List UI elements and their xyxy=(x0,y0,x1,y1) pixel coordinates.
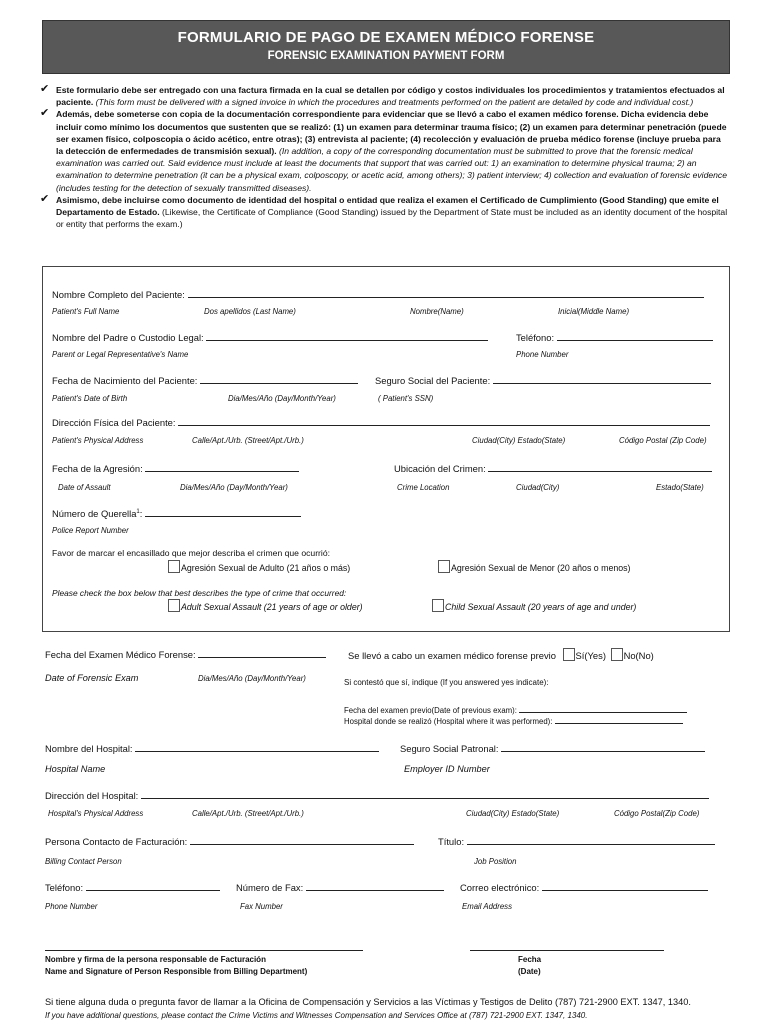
assault-date-format: Dia/Mes/Año (Day/Month/Year) xyxy=(180,483,288,492)
hospital-address-row: Dirección del Hospital: xyxy=(45,789,709,801)
parent-phone-sub: Phone Number xyxy=(516,350,569,359)
instruction-item: ✔ Además, debe someterse con copia de la documentación correspondiente para evidenciar que se llevó a cabo el examen médico forense. Dicha evidencia debe incluir como mínimo los documentos que sustenten que se realizó: (1) un examen para determinar trauma físico; (2) un examen para determinar penetración (puede ser examen físico, colposcopia o ácido acético, entre otras); (3) entrevista al paciente; (4) recolección y evaluación de prueba médico forense (incluye prueba para la detección de enfermedades de transmisión sexual). (In addition, a copy of the corresponding documentation must be submitted to prove that the forensic medical examination was carried out. Said evidence must include at least the documents that support that was carried out: 1) an examination to determine physical trauma; 2) an examination to determine penetration (it can be a physical exam, colposcopy, or acetic acid, among others); 3) patient interview; 4) collection and evaluation of forensic evidence (includes testing for the detection of sexually transmitted diseases). xyxy=(40,107,727,193)
checkmark-icon: ✔ xyxy=(40,107,50,120)
exam-date-row: Fecha del Examen Médico Forense: xyxy=(45,648,326,660)
billing-contact-field[interactable] xyxy=(190,835,414,845)
employer-id-sub: Employer ID Number xyxy=(404,764,490,774)
instructions-list xyxy=(40,84,730,230)
parent-phone-field[interactable] xyxy=(557,331,713,341)
hospital-name-row: Nombre del Hospital: xyxy=(45,742,379,754)
signature-date-label-en: (Date) xyxy=(518,967,541,976)
parent-name-sub: Parent or Legal Representative's Name xyxy=(52,350,189,359)
adult-assault-checkbox[interactable] xyxy=(168,560,180,573)
adult-assault-en-option[interactable]: Adult Sexual Assault (21 years of age or older) xyxy=(168,599,363,612)
signature-date-line[interactable] xyxy=(470,950,664,951)
hospital-phone-row: Teléfono: xyxy=(45,881,220,893)
fax-field[interactable] xyxy=(306,881,444,891)
hospital-address-sub: Hospital's Physical Address xyxy=(48,809,144,818)
fax-sub: Fax Number xyxy=(240,902,283,911)
adult-assault-es-option[interactable]: Agresión Sexual de Adulto (21 años o más) xyxy=(168,560,350,573)
if-yes-note: Si contestó que sí, indique (If you answered yes indicate): xyxy=(344,678,549,687)
zip-sub: Código Postal (Zip Code) xyxy=(619,436,707,445)
patient-section xyxy=(42,266,730,632)
previous-exam-row: Se llevó a cabo un examen médico forense previo Sí(Yes) No(No) xyxy=(348,650,654,661)
patient-address-row: Dirección Física del Paciente: xyxy=(52,416,710,428)
previous-no-checkbox[interactable] xyxy=(611,648,623,661)
assault-date-field[interactable] xyxy=(145,462,299,472)
crime-prompt-es: Favor de marcar el encasillado que mejor describa el crimen que ocurrió: xyxy=(52,548,330,558)
employer-id-row: Seguro Social Patronal: xyxy=(400,742,705,754)
crime-prompt-en: Please check the box below that best describes the type of crime that occurred: xyxy=(52,588,347,598)
minor-assault-en-checkbox[interactable] xyxy=(432,599,444,612)
email-sub: Email Address xyxy=(462,902,512,911)
exam-date-format: Dia/Mes/Año (Day/Month/Year) xyxy=(198,674,306,683)
job-title-row: Título: xyxy=(438,835,715,847)
previous-date-row: Fecha del examen previo(Date of previous exam): xyxy=(344,705,687,715)
parent-name-row: Nombre del Padre o Custodio Legal: xyxy=(52,331,488,343)
checkmark-icon: ✔ xyxy=(40,83,50,95)
minor-assault-es-option[interactable]: Agresión Sexual de Menor (20 años o menos) xyxy=(438,560,630,573)
job-title-sub: Job Position xyxy=(474,857,517,866)
hospital-street-sub: Calle/Apt./Urb. (Street/Apt./Urb.) xyxy=(192,809,304,818)
employer-id-field[interactable] xyxy=(501,742,705,752)
hospital-phone-field[interactable] xyxy=(86,881,220,891)
footer-contact-en: If you have additional questions, please contact the Crime Victims and Witnesses Compensation and Services Office at (787) 721-2900 EXT. 1347, 1340. xyxy=(45,1011,588,1020)
previous-yes-checkbox[interactable] xyxy=(563,648,575,661)
crime-location-sub: Crime Location xyxy=(397,483,450,492)
ssn-field[interactable] xyxy=(493,374,711,384)
signature-label-es: Nombre y firma de la persona responsable de Facturación xyxy=(45,955,266,964)
form-header xyxy=(42,20,730,74)
hospital-name-sub: Hospital Name xyxy=(45,764,106,774)
assault-date-row: Fecha de la Agresión: xyxy=(52,462,299,474)
signature-label-en: Name and Signature of Person Responsible from Billing Department) xyxy=(45,967,308,976)
instruction-item: ✔ Este formulario debe ser entregado con una factura firmada en la cual se detallen por código y costos individuales los procedimientos y tratamientos efectuados al paciente. (This form must be delivered with a signed invoice in which the procedures and treatments performed on the patient are detailed by code and individual cost.) xyxy=(40,83,725,108)
patient-name-sub: Patient's Full Name xyxy=(52,307,120,316)
dob-sub: Patient's Date of Birth xyxy=(52,394,128,403)
hospital-name-field[interactable] xyxy=(135,742,379,752)
signature-line[interactable] xyxy=(45,950,363,951)
last-name-sub: Dos apellidos (Last Name) xyxy=(204,307,296,316)
form-title-en: FORENSIC EXAMINATION PAYMENT FORM xyxy=(267,50,505,62)
previous-hospital-row: Hospital donde se realizó (Hospital where it was performed): xyxy=(344,716,683,726)
exam-date-sub: Date of Forensic Exam xyxy=(45,673,139,683)
fax-row: Número de Fax: xyxy=(236,881,444,893)
signature-date-label-es: Fecha xyxy=(518,955,542,964)
patient-name-field[interactable] xyxy=(188,288,704,298)
dob-row: Fecha de Nacimiento del Paciente: xyxy=(52,374,358,386)
instruction-item: ✔ Asimismo, debe incluirse como documento de identidad del hospital o entidad que realiza el examen el Certificado de Cumplimiento (Good Standing) que emite el Departamento de Estado. (Likewise, the Certificate of Compliance (Good Standing) issued by the Department of State must be included as an identity document of the hospital or entity that performs the exam.) xyxy=(40,192,728,230)
hospital-zip-sub: Código Postal(Zip Code) xyxy=(614,809,700,818)
hospital-phone-sub: Phone Number xyxy=(45,902,98,911)
assault-date-sub: Date of Assault xyxy=(58,483,111,492)
billing-contact-row: Persona Contacto de Facturación: xyxy=(45,835,414,847)
parent-phone-row: Teléfono: xyxy=(516,331,713,343)
dob-format: Dia/Mes/Año (Day/Month/Year) xyxy=(228,394,336,403)
parent-name-field[interactable] xyxy=(206,331,488,341)
crime-location-field[interactable] xyxy=(488,462,712,472)
first-name-sub: Nombre(Name) xyxy=(410,307,464,316)
minor-assault-en-option[interactable]: Child Sexual Assault (20 years of age and under) xyxy=(432,599,636,612)
middle-name-sub: Inicial(Middle Name) xyxy=(558,307,630,316)
minor-assault-checkbox[interactable] xyxy=(438,560,450,573)
exam-date-field[interactable] xyxy=(198,648,326,658)
complaint-field[interactable] xyxy=(145,507,301,517)
ssn-sub: ( Patient's SSN) xyxy=(378,394,434,403)
checkmark-icon: ✔ xyxy=(40,192,50,205)
complaint-sub: Police Report Number xyxy=(52,526,129,535)
city-sub: Ciudad(City) xyxy=(516,483,560,492)
hospital-city-state-sub: Ciudad(City) Estado(State) xyxy=(466,809,560,818)
patient-address-sub: Patient's Physical Address xyxy=(52,436,144,445)
hospital-address-field[interactable] xyxy=(141,789,709,799)
dob-field[interactable] xyxy=(200,374,358,384)
ssn-row: Seguro Social del Paciente: xyxy=(375,374,711,386)
crime-location-row: Ubicación del Crimen: xyxy=(394,462,712,474)
street-sub: Calle/Apt./Urb. (Street/Apt./Urb.) xyxy=(192,436,304,445)
state-sub: Estado(State) xyxy=(656,483,704,492)
email-field[interactable] xyxy=(542,881,708,891)
email-row: Correo electrónico: xyxy=(460,881,708,893)
city-state-sub: Ciudad(City) Estado(State) xyxy=(472,436,566,445)
patient-name-row: Nombre Completo del Paciente: xyxy=(52,288,704,300)
previous-date-field[interactable] xyxy=(519,705,687,713)
adult-assault-en-checkbox[interactable] xyxy=(168,599,180,612)
job-title-field[interactable] xyxy=(467,835,715,845)
footer-contact-es: Si tiene alguna duda o pregunta favor de llamar a la Oficina de Compensación y Servicios a las Víctimas y Testigos de Delito (787) 721-2900 EXT. 1347, 1340. xyxy=(45,997,691,1007)
previous-hospital-field[interactable] xyxy=(555,716,683,724)
billing-contact-sub: Billing Contact Person xyxy=(45,857,122,866)
patient-address-field[interactable] xyxy=(178,416,710,426)
complaint-row: Número de Querella$^1$: xyxy=(52,507,301,519)
form-title-es: FORMULARIO DE PAGO DE EXAMEN MÉDICO FORENSE xyxy=(177,29,595,46)
